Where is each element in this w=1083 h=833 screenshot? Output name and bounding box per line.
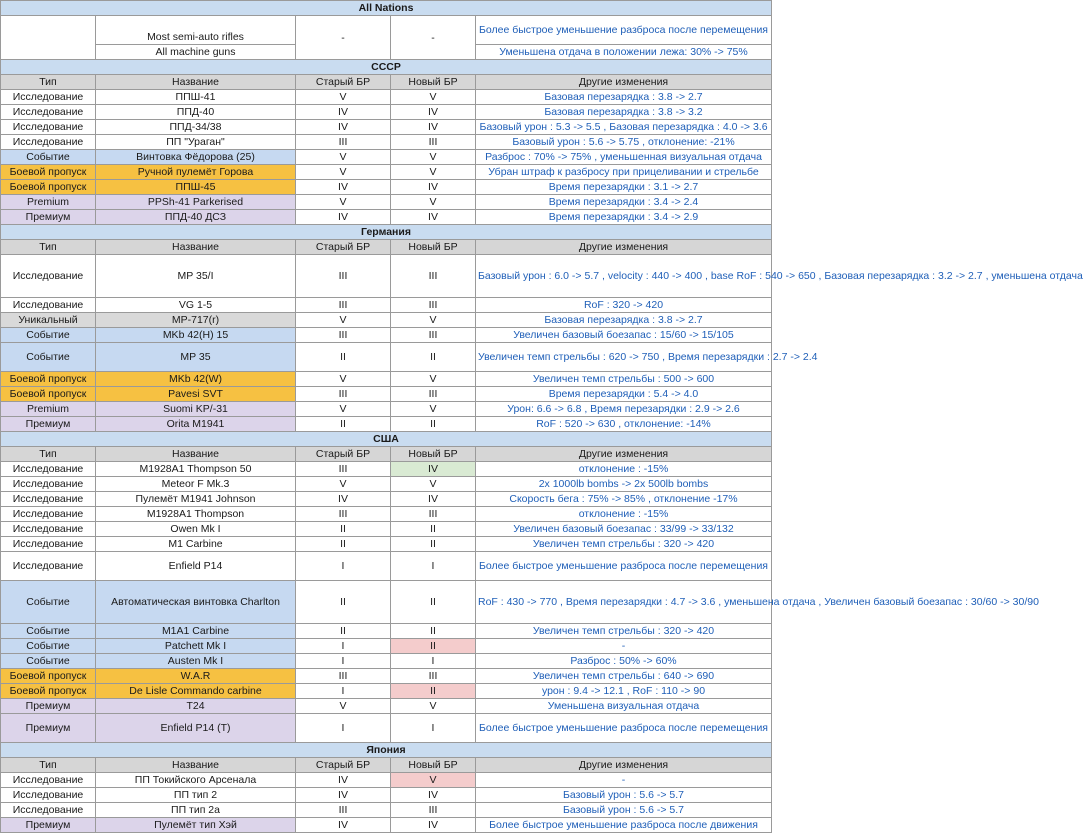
- column-header: Старый БР: [296, 758, 391, 773]
- old-br-cell: IV: [296, 773, 391, 788]
- table-row: [1, 255, 772, 298]
- table-row: [1, 90, 772, 105]
- table-row: [1, 16, 772, 45]
- header-row: [1, 758, 772, 773]
- name-cell: W.A.R: [96, 669, 296, 684]
- type-cell: Исследование: [1, 788, 96, 803]
- name-cell: Meteor F Mk.3: [96, 477, 296, 492]
- name-cell: ПП тип 2: [96, 788, 296, 803]
- changes-cell: Урон: 6.6 -> 6.8 , Время перезарядки : 2.9 -> 2.6: [476, 402, 772, 417]
- old-br-cell: III: [296, 328, 391, 343]
- type-cell: Событие: [1, 654, 96, 669]
- old-br-cell: III: [296, 803, 391, 818]
- section-row: [1, 225, 772, 240]
- old-br-cell: I: [296, 684, 391, 699]
- type-cell: Исследование: [1, 803, 96, 818]
- table-row: [1, 669, 772, 684]
- type-cell: Событие: [1, 343, 96, 372]
- type-cell: Событие: [1, 639, 96, 654]
- table-row: [1, 313, 772, 328]
- new-br-cell: III: [391, 255, 476, 298]
- changes-cell: Базовый урон : 5.6 -> 5.75 , отклонение: -21%: [476, 135, 772, 150]
- type-cell: Исследование: [1, 507, 96, 522]
- name-cell: De Lisle Commando carbine: [96, 684, 296, 699]
- type-cell: Исследование: [1, 537, 96, 552]
- name-cell: ППД-40: [96, 105, 296, 120]
- name-cell: Ручной пулемёт Горова: [96, 165, 296, 180]
- new-br-cell: V: [391, 477, 476, 492]
- section-title-германия: Германия: [1, 225, 772, 240]
- type-cell: Боевой пропуск: [1, 165, 96, 180]
- section-row: [1, 432, 772, 447]
- old-br-cell: III: [296, 298, 391, 313]
- name-cell: All machine guns: [96, 45, 296, 60]
- table-row: [1, 507, 772, 522]
- table-row: [1, 818, 772, 833]
- changes-cell: Базовый урон : 5.6 -> 5.7: [476, 788, 772, 803]
- old-br-cell: II: [296, 417, 391, 432]
- type-cell: Исследование: [1, 522, 96, 537]
- changes-cell: Увеличен темп стрельбы : 320 -> 420: [476, 537, 772, 552]
- old-br-cell: IV: [296, 180, 391, 195]
- new-br-cell: III: [391, 298, 476, 313]
- old-br-cell: II: [296, 581, 391, 624]
- table-row: [1, 150, 772, 165]
- table-body: [1, 1, 1083, 833]
- column-header: Другие изменения: [476, 75, 772, 90]
- old-br-cell: V: [296, 195, 391, 210]
- name-cell: VG 1-5: [96, 298, 296, 313]
- new-br-cell: IV: [391, 492, 476, 507]
- changes-cell: Более быстрое уменьшение разброса после перемещения: [476, 552, 772, 581]
- old-br-cell: IV: [296, 105, 391, 120]
- table-row: [1, 581, 772, 624]
- column-header: Другие изменения: [476, 447, 772, 462]
- table-row: [1, 492, 772, 507]
- type-cell: [1, 16, 96, 60]
- table-row: [1, 477, 772, 492]
- old-br-cell: III: [296, 507, 391, 522]
- changes-cell: Базовый урон : 5.3 -> 5.5 , Базовая перезарядка : 4.0 -> 3.6: [476, 120, 772, 135]
- table-row: [1, 120, 772, 135]
- section-row: [1, 60, 772, 75]
- column-header: Название: [96, 240, 296, 255]
- table-row: [1, 624, 772, 639]
- type-cell: Боевой пропуск: [1, 180, 96, 195]
- new-br-cell: III: [391, 387, 476, 402]
- column-header: Название: [96, 758, 296, 773]
- column-header: Новый БР: [391, 447, 476, 462]
- table-row: [1, 105, 772, 120]
- name-cell: M1928A1 Thompson 50: [96, 462, 296, 477]
- new-br-cell: II: [391, 343, 476, 372]
- new-br-cell: III: [391, 328, 476, 343]
- new-br-cell: V: [391, 372, 476, 387]
- name-cell: Enfield P14: [96, 552, 296, 581]
- new-br-cell: I: [391, 714, 476, 743]
- name-cell: Винтовка Фёдорова (25): [96, 150, 296, 165]
- column-header: Новый БР: [391, 75, 476, 90]
- type-cell: Premium: [1, 402, 96, 417]
- changes-cell: Разброс : 70% -> 75% , уменьшенная визуальная отдача: [476, 150, 772, 165]
- type-cell: Премиум: [1, 210, 96, 225]
- name-cell: ПП тип 2а: [96, 803, 296, 818]
- header-row: [1, 240, 772, 255]
- changes-cell: Увеличен базовый боезапас : 33/99 -> 33/132: [476, 522, 772, 537]
- new-br-cell: V: [391, 195, 476, 210]
- name-cell: Owen Mk I: [96, 522, 296, 537]
- name-cell: Пулемёт M1941 Johnson: [96, 492, 296, 507]
- name-cell: Patchett Mk I: [96, 639, 296, 654]
- new-br-cell: II: [391, 684, 476, 699]
- table-row: [1, 195, 772, 210]
- changes-cell: Более быстрое уменьшение разброса после движения: [476, 818, 772, 833]
- changes-cell: Уменьшена визуальная отдача: [476, 699, 772, 714]
- old-br-cell: V: [296, 165, 391, 180]
- name-cell: ПП "Ураган": [96, 135, 296, 150]
- old-br-cell: II: [296, 624, 391, 639]
- column-header: Старый БР: [296, 240, 391, 255]
- name-cell: T24: [96, 699, 296, 714]
- table-row: [1, 537, 772, 552]
- table-row: [1, 165, 772, 180]
- table-row: [1, 417, 772, 432]
- column-header: Новый БР: [391, 240, 476, 255]
- old-br-cell: III: [296, 255, 391, 298]
- new-br-cell: II: [391, 581, 476, 624]
- type-cell: Исследование: [1, 552, 96, 581]
- old-br-cell: II: [296, 537, 391, 552]
- table-row: [1, 210, 772, 225]
- name-cell: MP 35/I: [96, 255, 296, 298]
- changes-cell: Увеличен темп стрельбы : 640 -> 690: [476, 669, 772, 684]
- section-title-all-nations: All Nations: [1, 1, 772, 16]
- type-cell: Premium: [1, 195, 96, 210]
- old-br-cell: V: [296, 477, 391, 492]
- name-cell: MP-717(r): [96, 313, 296, 328]
- type-cell: Премиум: [1, 818, 96, 833]
- old-br-cell: I: [296, 552, 391, 581]
- name-cell: PPSh-41 Parkerised: [96, 195, 296, 210]
- type-cell: Исследование: [1, 105, 96, 120]
- changes-cell: Время перезарядки : 3.4 -> 2.9: [476, 210, 772, 225]
- changes-cell: Базовый урон : 5.6 -> 5.7: [476, 803, 772, 818]
- old-br-cell: V: [296, 90, 391, 105]
- name-cell: MP 35: [96, 343, 296, 372]
- type-cell: Боевой пропуск: [1, 372, 96, 387]
- name-cell: ППШ-45: [96, 180, 296, 195]
- column-header: Тип: [1, 75, 96, 90]
- changes-cell: RoF : 520 -> 630 , отклонение: -14%: [476, 417, 772, 432]
- old-br-cell: III: [296, 462, 391, 477]
- table-row: [1, 699, 772, 714]
- type-cell: Премиум: [1, 417, 96, 432]
- table-row: [1, 803, 772, 818]
- old-br-cell: V: [296, 150, 391, 165]
- changes-cell: Базовый урон : 6.0 -> 5.7 , velocity : 440 -> 400 , base RoF : 540 -> 650 , Базовая перезарядка : 3.2 -> 2.7 , уменьшена отдача: [476, 255, 772, 298]
- new-br-cell: IV: [391, 105, 476, 120]
- old-br-cell: -: [296, 16, 391, 60]
- table-row: [1, 135, 772, 150]
- changes-cell: отклонение : -15%: [476, 507, 772, 522]
- old-br-cell: II: [296, 343, 391, 372]
- type-cell: Боевой пропуск: [1, 387, 96, 402]
- changes-cell: -: [476, 773, 772, 788]
- type-cell: Исследование: [1, 298, 96, 313]
- column-header: Другие изменения: [476, 758, 772, 773]
- old-br-cell: III: [296, 387, 391, 402]
- column-header: Название: [96, 75, 296, 90]
- changes-cell: Базовая перезарядка : 3.8 -> 2.7: [476, 90, 772, 105]
- new-br-cell: IV: [391, 788, 476, 803]
- name-cell: M1A1 Carbine: [96, 624, 296, 639]
- old-br-cell: IV: [296, 788, 391, 803]
- changes-cell: урон : 9.4 -> 12.1 , RoF : 110 -> 90: [476, 684, 772, 699]
- changes-cell: -: [476, 639, 772, 654]
- name-cell: M1928A1 Thompson: [96, 507, 296, 522]
- changes-cell: Увеличен базовый боезапас : 15/60 -> 15/105: [476, 328, 772, 343]
- name-cell: MKb 42(W): [96, 372, 296, 387]
- column-header: Тип: [1, 447, 96, 462]
- new-br-cell: III: [391, 803, 476, 818]
- old-br-cell: I: [296, 714, 391, 743]
- new-br-cell: II: [391, 522, 476, 537]
- table-row: [1, 714, 772, 743]
- old-br-cell: III: [296, 669, 391, 684]
- old-br-cell: I: [296, 654, 391, 669]
- type-cell: Боевой пропуск: [1, 669, 96, 684]
- name-cell: Austen Mk I: [96, 654, 296, 669]
- new-br-cell: IV: [391, 120, 476, 135]
- name-cell: Автоматическая винтовка Charlton: [96, 581, 296, 624]
- table-row: [1, 462, 772, 477]
- new-br-cell: V: [391, 90, 476, 105]
- type-cell: Исследование: [1, 773, 96, 788]
- table-row: [1, 522, 772, 537]
- column-header: Другие изменения: [476, 240, 772, 255]
- changes-cell: Более быстрое уменьшение разброса после перемещения: [476, 16, 772, 45]
- name-cell: Пулемёт тип Хэй: [96, 818, 296, 833]
- type-cell: Исследование: [1, 255, 96, 298]
- changes-cell: Время перезарядки : 5.4 -> 4.0: [476, 387, 772, 402]
- old-br-cell: V: [296, 699, 391, 714]
- new-br-cell: I: [391, 552, 476, 581]
- header-row: [1, 447, 772, 462]
- table-row: [1, 402, 772, 417]
- column-header: Старый БР: [296, 75, 391, 90]
- changes-cell: 2x 1000lb bombs -> 2x 500lb bombs: [476, 477, 772, 492]
- new-br-cell: III: [391, 507, 476, 522]
- changes-cell: Уменьшена отдача в положении лежа: 30% -> 75%: [476, 45, 772, 60]
- changes-cell: RoF : 430 -> 770 , Время перезарядки : 4.7 -> 3.6 , уменьшена отдача , Увеличен базовый боезапас : 30/60 -> 30/90: [476, 581, 772, 624]
- table-row: [1, 654, 772, 669]
- old-br-cell: V: [296, 313, 391, 328]
- new-br-cell: IV: [391, 462, 476, 477]
- table-row: [1, 343, 772, 372]
- section-title-сша: США: [1, 432, 772, 447]
- column-header: Название: [96, 447, 296, 462]
- type-cell: Исследование: [1, 135, 96, 150]
- changes-cell: Более быстрое уменьшение разброса после перемещения: [476, 714, 772, 743]
- new-br-cell: V: [391, 150, 476, 165]
- type-cell: Событие: [1, 581, 96, 624]
- name-cell: Orita M1941: [96, 417, 296, 432]
- new-br-cell: II: [391, 537, 476, 552]
- old-br-cell: IV: [296, 492, 391, 507]
- type-cell: Исследование: [1, 90, 96, 105]
- section-title-япония: Япония: [1, 743, 772, 758]
- changes-cell: Увеличен темп стрельбы : 500 -> 600: [476, 372, 772, 387]
- changes-cell: Разброс : 50% -> 60%: [476, 654, 772, 669]
- name-cell: ПП Токийского Арсенала: [96, 773, 296, 788]
- column-header: Тип: [1, 758, 96, 773]
- name-cell: Pavesi SVT: [96, 387, 296, 402]
- table-row: [1, 684, 772, 699]
- new-br-cell: V: [391, 773, 476, 788]
- column-header: Новый БР: [391, 758, 476, 773]
- old-br-cell: IV: [296, 818, 391, 833]
- name-cell: ППД-34/38: [96, 120, 296, 135]
- changes-cell: Увеличен темп стрельбы : 320 -> 420: [476, 624, 772, 639]
- table-row: [1, 298, 772, 313]
- changes-cell: Время перезарядки : 3.1 -> 2.7: [476, 180, 772, 195]
- table-row: [1, 639, 772, 654]
- changes-cell: отклонение : -15%: [476, 462, 772, 477]
- header-row: [1, 75, 772, 90]
- changes-cell: Увеличен темп стрельбы : 620 -> 750 , Время перезарядки : 2.7 -> 2.4: [476, 343, 772, 372]
- new-br-cell: V: [391, 402, 476, 417]
- changes-cell: Базовая перезарядка : 3.8 -> 3.2: [476, 105, 772, 120]
- table-row: [1, 180, 772, 195]
- old-br-cell: III: [296, 135, 391, 150]
- section-row: [1, 743, 772, 758]
- old-br-cell: V: [296, 402, 391, 417]
- new-br-cell: -: [391, 16, 476, 60]
- changes-cell: Скорость бега : 75% -> 85% , отклонение -17%: [476, 492, 772, 507]
- new-br-cell: IV: [391, 210, 476, 225]
- new-br-cell: V: [391, 313, 476, 328]
- type-cell: Боевой пропуск: [1, 684, 96, 699]
- type-cell: Исследование: [1, 120, 96, 135]
- changes-cell: Базовая перезарядка : 3.8 -> 2.7: [476, 313, 772, 328]
- type-cell: Премиум: [1, 714, 96, 743]
- type-cell: Исследование: [1, 477, 96, 492]
- new-br-cell: IV: [391, 818, 476, 833]
- column-header: Старый БР: [296, 447, 391, 462]
- new-br-cell: V: [391, 165, 476, 180]
- type-cell: Премиум: [1, 699, 96, 714]
- new-br-cell: II: [391, 639, 476, 654]
- name-cell: M1 Carbine: [96, 537, 296, 552]
- type-cell: Исследование: [1, 492, 96, 507]
- old-br-cell: I: [296, 639, 391, 654]
- new-br-cell: I: [391, 654, 476, 669]
- old-br-cell: II: [296, 522, 391, 537]
- table-row: [1, 372, 772, 387]
- changes-cell: Время перезарядки : 3.4 -> 2.4: [476, 195, 772, 210]
- name-cell: Most semi-auto rifles: [96, 16, 296, 45]
- name-cell: Enfield P14 (T): [96, 714, 296, 743]
- new-br-cell: III: [391, 669, 476, 684]
- column-header: Тип: [1, 240, 96, 255]
- old-br-cell: V: [296, 372, 391, 387]
- new-br-cell: IV: [391, 180, 476, 195]
- changes-cell: Убран штраф к разбросу при прицеливании и стрельбе: [476, 165, 772, 180]
- name-cell: ППШ-41: [96, 90, 296, 105]
- table-row: [1, 773, 772, 788]
- table-row: [1, 552, 772, 581]
- name-cell: Suomi KP/-31: [96, 402, 296, 417]
- changes-cell: RoF : 320 -> 420: [476, 298, 772, 313]
- table-row: [1, 387, 772, 402]
- new-br-cell: II: [391, 624, 476, 639]
- type-cell: Событие: [1, 150, 96, 165]
- table-row: [1, 328, 772, 343]
- table-row: [1, 788, 772, 803]
- new-br-cell: V: [391, 699, 476, 714]
- type-cell: Событие: [1, 328, 96, 343]
- type-cell: Уникальный: [1, 313, 96, 328]
- type-cell: Исследование: [1, 462, 96, 477]
- section-title-ссср: СССР: [1, 60, 772, 75]
- name-cell: ППД-40 ДСЗ: [96, 210, 296, 225]
- type-cell: Событие: [1, 624, 96, 639]
- name-cell: MKb 42(H) 15: [96, 328, 296, 343]
- new-br-cell: III: [391, 135, 476, 150]
- new-br-cell: II: [391, 417, 476, 432]
- old-br-cell: IV: [296, 210, 391, 225]
- old-br-cell: IV: [296, 120, 391, 135]
